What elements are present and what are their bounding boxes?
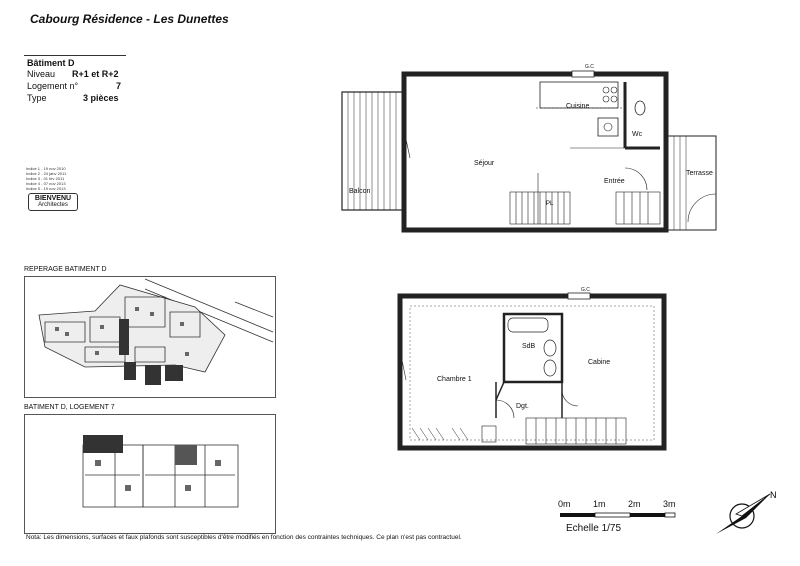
scale-tick-2: 2m [628, 499, 641, 509]
scale-tick-3: 3m [663, 499, 676, 509]
revision-item: Indice 4 - 07 nov 2013 [26, 181, 66, 186]
type-label: Type [27, 93, 47, 103]
revision-list [26, 166, 66, 191]
unit-map [24, 414, 276, 534]
level-value: R+1 et R+2 [72, 69, 119, 79]
logo-name: BIENVENU [34, 195, 72, 202]
room-terrasse: Terrasse [686, 170, 713, 177]
architect-logo [28, 193, 78, 211]
room-chambre: Chambre 1 [437, 376, 472, 383]
site-map-drawing [25, 277, 275, 397]
info-box [24, 55, 126, 108]
document-title: Cabourg Résidence - Les Dunettes [30, 12, 229, 26]
north-arrow-icon [712, 488, 782, 538]
scale-bar [560, 511, 680, 521]
room-dgt: Dgt. [516, 403, 529, 410]
revision-item: Indice 3 - 01 fév 2011 [26, 176, 65, 181]
svg-text:N: N [770, 490, 777, 500]
label-gc-lower: G.C [581, 287, 590, 293]
unit-map-drawing [25, 415, 275, 533]
floor-plan-upper [340, 68, 670, 238]
type-value: 3 pièces [83, 93, 119, 103]
revision-item: Indice 2 - 24 janv 2011 [26, 171, 67, 176]
scale-tick-0: 0m [558, 499, 571, 509]
unit-label: Logement n° [27, 81, 79, 91]
scale-caption: Echelle 1/75 [566, 523, 622, 534]
room-cuisine: Cuisine [566, 103, 590, 110]
footnote: Nota: Les dimensions, surfaces et faux plafonds sont susceptibles d'être modifiés en fonction des contraintes techniques. Ce plan n'est pas contractuel. [26, 534, 462, 541]
floor-plan-lower [396, 290, 668, 452]
room-cabine: Cabine [588, 359, 611, 366]
revision-item: Indice 1 - 19 nov 2010 [26, 166, 66, 171]
room-sdb: SdB [522, 343, 536, 350]
room-sejour: Séjour [474, 160, 495, 167]
terrace-drawing [668, 136, 718, 232]
site-map [24, 276, 276, 398]
logo-subtitle: Architectes [38, 202, 68, 208]
level-label: Niveau [27, 69, 56, 79]
unit-map-label: BATIMENT D, LOGEMENT 7 [24, 404, 115, 411]
label-pl: PL [546, 201, 554, 207]
site-map-label: REPERAGE BATIMENT D [24, 266, 107, 273]
room-balcon: Balcon [349, 188, 371, 195]
building-label: Bâtiment D [27, 58, 75, 68]
scale-tick-1: 1m [593, 499, 606, 509]
unit-value: 7 [116, 81, 122, 91]
room-wc: Wc [632, 131, 643, 138]
revision-item: Indice 5 - 19 nov 2013 [26, 186, 66, 191]
room-entree: Entrée [604, 178, 625, 185]
label-gc-upper: G.C [585, 64, 594, 70]
